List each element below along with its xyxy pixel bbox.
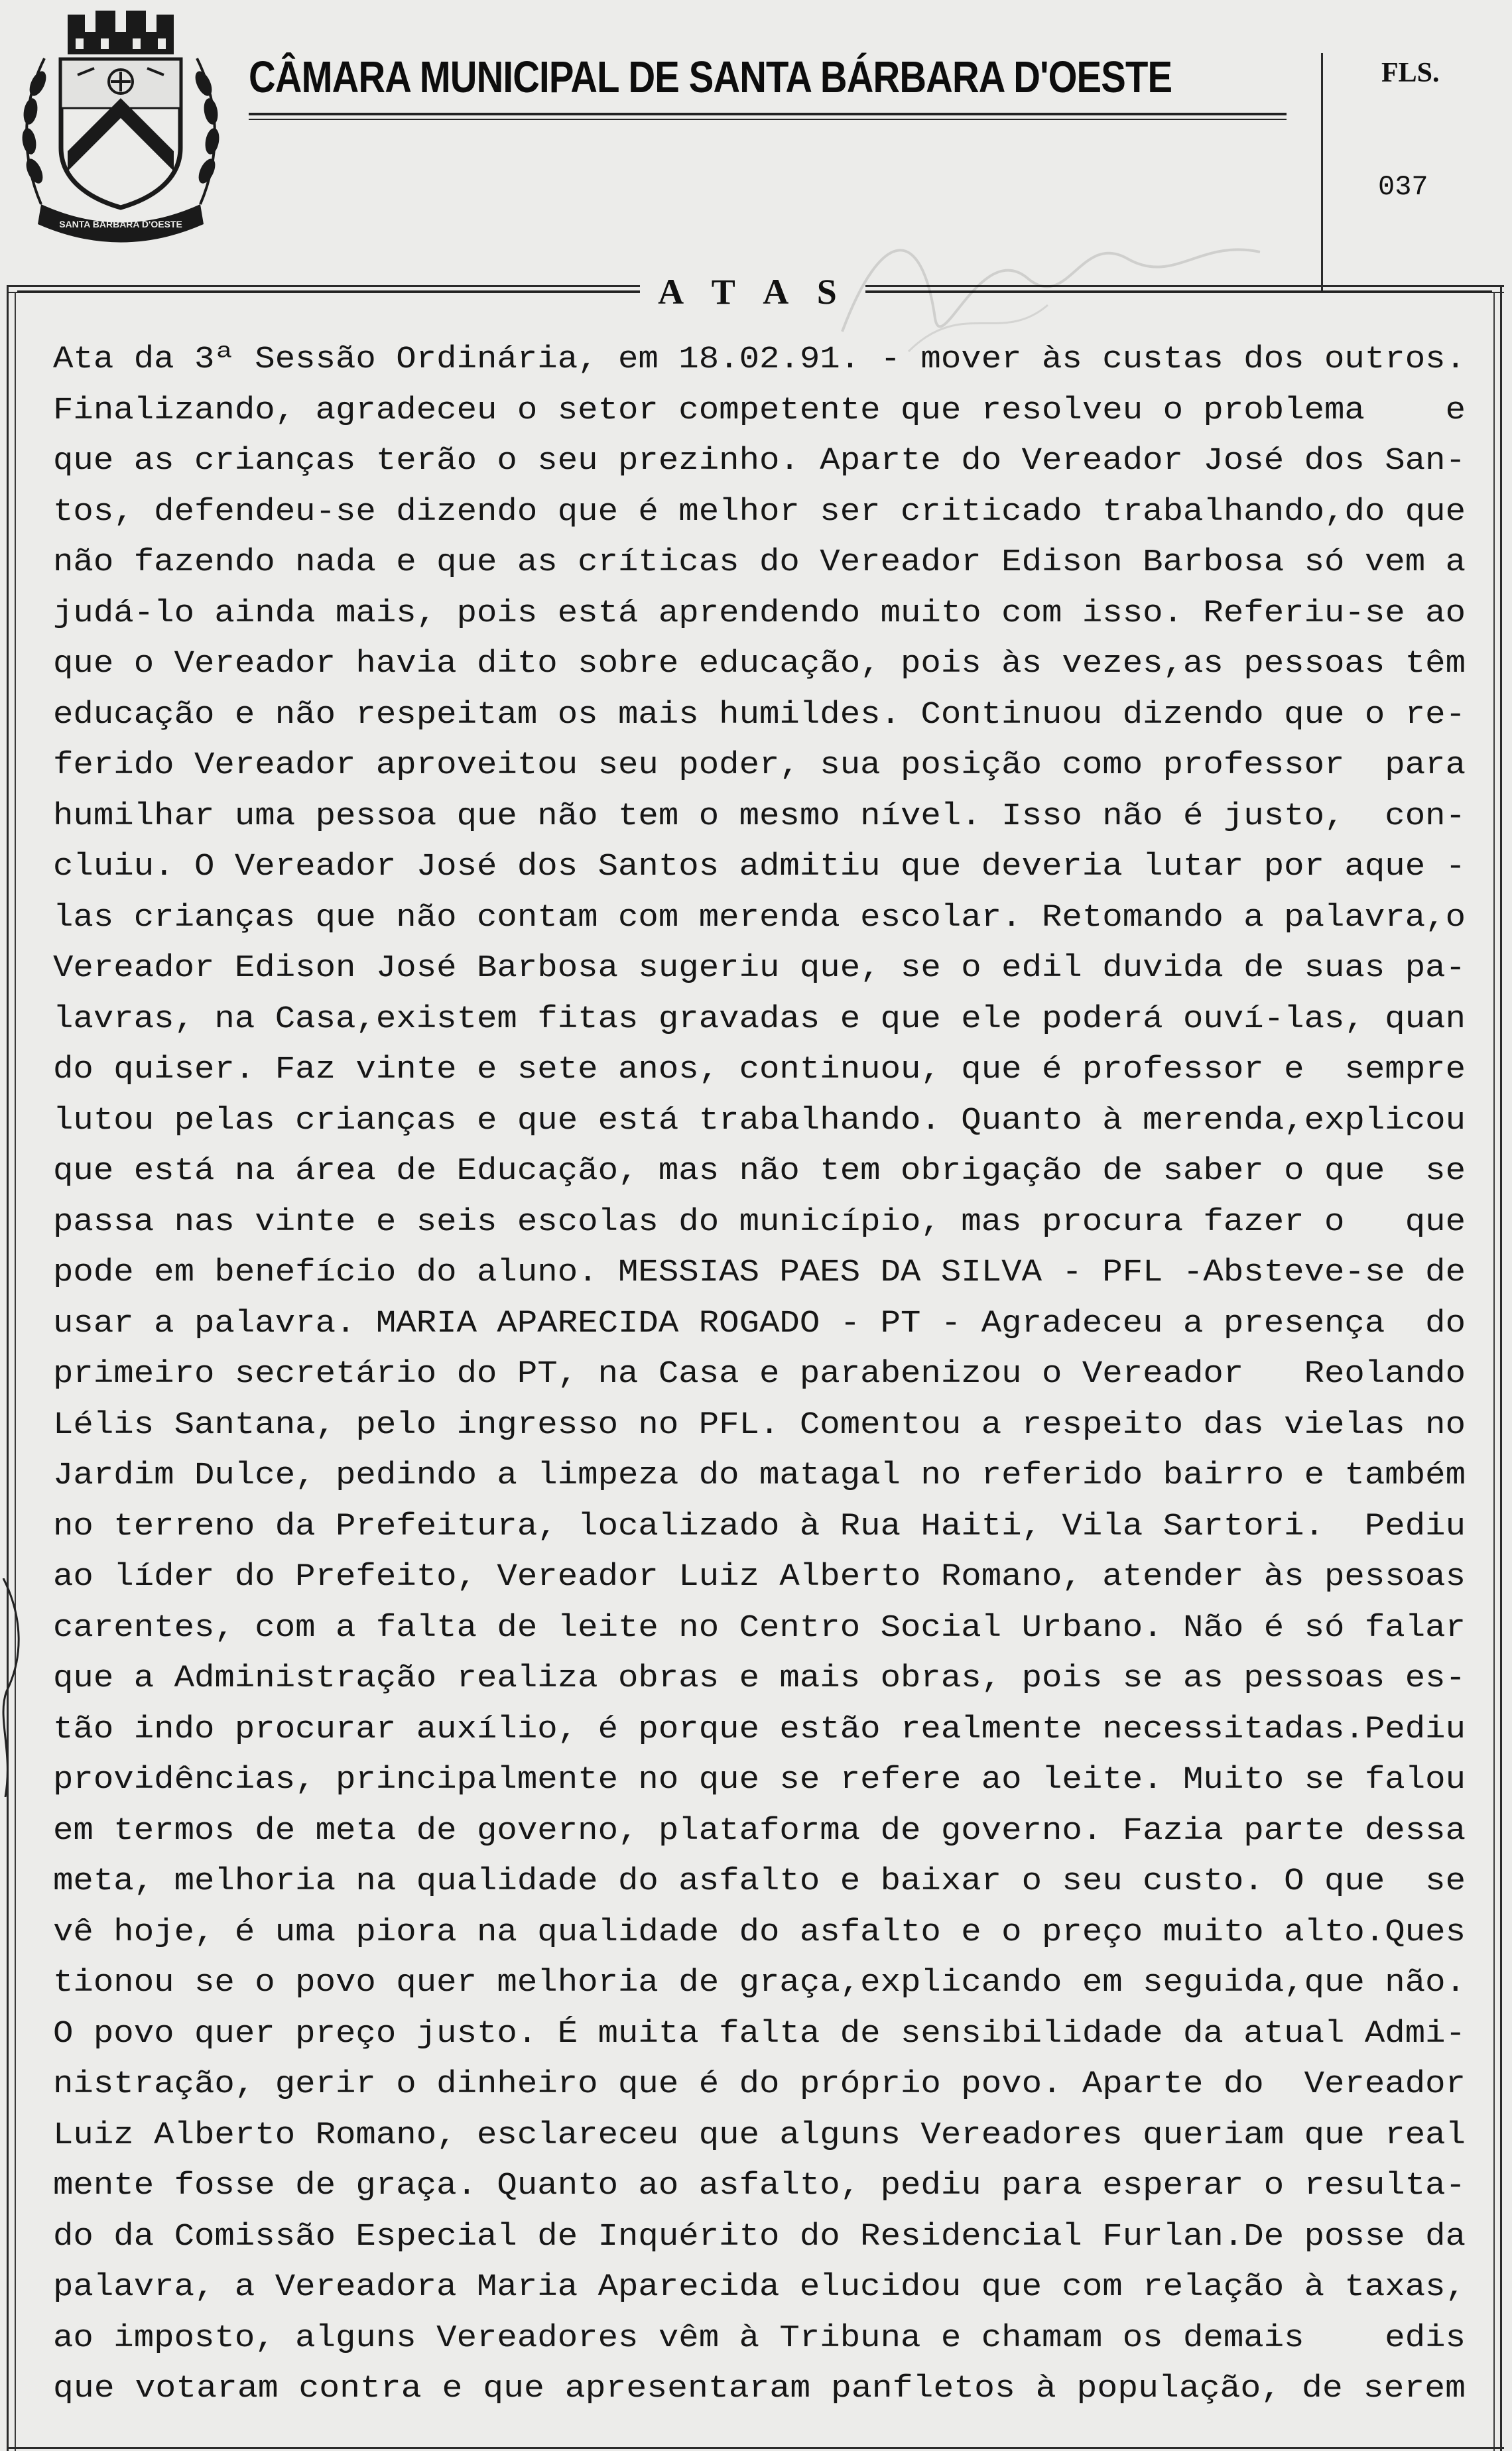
text-line: ao imposto, alguns Vereadores vêm à Tribuna e chamam os demais edis — [53, 2320, 1466, 2356]
text-line: que a Administração realiza obras e mais obras, pois se as pessoas es- — [53, 1661, 1466, 1696]
text-line: Finalizando, agradeceu o setor competente que resolveu o problema e — [53, 393, 1466, 428]
text-line: não fazendo nada e que as críticas do Vereador Edison Barbosa só vem a — [53, 545, 1466, 580]
text-line: las crianças que não contam com merenda escolar. Retomando a palavra,o — [53, 900, 1466, 936]
atas-rule-left — [17, 290, 647, 292]
header-divider — [1321, 53, 1323, 292]
minutes-body-text — [53, 335, 1466, 2415]
folio-number: 037 — [1378, 171, 1428, 203]
text-line: carentes, com a falta de leite no Centro Social Urbano. Não é só falar — [53, 1610, 1466, 1646]
frame-right-border — [1500, 285, 1502, 2451]
text-line: Vereador Edison José Barbosa sugeriu que, se o edil duvida de suas pa- — [53, 951, 1466, 986]
text-line: cluiu. O Vereador José dos Santos admitiu que deveria lutar por aque - — [53, 849, 1466, 885]
frame-left-border — [7, 285, 9, 2451]
text-line: lutou pelas crianças e que está trabalhando. Quanto à merenda,explicou — [53, 1103, 1466, 1139]
title-rule-secondary — [249, 119, 1287, 120]
text-line: que as crianças terão o seu prezinho. Aparte do Vereador José dos San- — [53, 444, 1466, 479]
text-line: que o Vereador havia dito sobre educação, pois às vezes,as pessoas têm — [53, 647, 1466, 682]
text-line: no terreno da Prefeitura, localizado à Rua Haiti, Vila Sartori. Pediu — [53, 1509, 1466, 1544]
text-line: que está na área de Educação, mas não tem obrigação de saber o que se — [53, 1154, 1466, 1189]
text-line: ao líder do Prefeito, Vereador Luiz Alberto Romano, atender às pessoas — [53, 1560, 1466, 1595]
text-line: passa nas vinte e seis escolas do município, mas procura fazer o que — [53, 1204, 1466, 1240]
text-line: usar a palavra. MARIA APARECIDA ROGADO - PT - Agradeceu a presença do — [53, 1306, 1466, 1342]
page-title: CÂMARA MUNICIPAL DE SANTA BÁRBARA D'OESTE — [249, 52, 1172, 102]
text-line: tos, defendeu-se dizendo que é melhor ser criticado trabalhando,do que — [53, 494, 1466, 530]
text-line: do da Comissão Especial de Inquérito do Residencial Furlan.De posse da — [53, 2219, 1466, 2255]
text-line: providências, principalmente no que se refere ao leite. Muito se falou — [53, 1763, 1466, 1798]
municipal-crest-icon — [15, 5, 227, 244]
title-rule — [249, 113, 1287, 115]
text-line: educação e não respeitam os mais humildes. Continuou dizendo que o re- — [53, 697, 1466, 733]
frame-bottom-border — [7, 2447, 1504, 2449]
text-line: lavras, na Casa,existem fitas gravadas e que ele poderá ouví-las, quan — [53, 1001, 1466, 1037]
text-line: mente fosse de graça. Quanto ao asfalto, pediu para esperar o resulta- — [53, 2168, 1466, 2204]
text-line: pode em benefício do aluno. MESSIAS PAES DA SILVA - PFL -Absteve-se de — [53, 1255, 1466, 1290]
text-line: primeiro secretário do PT, na Casa e parabenizou o Vereador Reolando — [53, 1357, 1466, 1392]
text-line: meta, melhoria na qualidade do asfalto e baixar o seu custo. O que se — [53, 1864, 1466, 1899]
frame-left-inner-border — [15, 292, 16, 2451]
svg-text:SANTA BARBARA D'OESTE: SANTA BARBARA D'OESTE — [59, 219, 182, 229]
text-line: Ata da 3ª Sessão Ordinária, em 18.02.91. - mover às custas dos outros. — [53, 342, 1466, 377]
margin-curve-mark — [0, 1578, 27, 1797]
text-line: judá-lo ainda mais, pois está aprendendo muito com isso. Referiu-se ao — [53, 596, 1466, 631]
text-line: nistração, gerir o dinheiro que é do próprio povo. Aparte do Vereador — [53, 2067, 1466, 2102]
text-line: tão indo procurar auxílio, é porque estão realmente necessitadas.Pediu — [53, 1712, 1466, 1747]
text-line: do quiser. Faz vinte e sete anos, continuou, que é professor e sempre — [53, 1052, 1466, 1088]
text-line: ferido Vereador aproveitou seu poder, sua posição como professor para — [53, 748, 1466, 783]
frame-right-inner-border — [1493, 292, 1495, 2451]
text-line: O povo quer preço justo. É muita falta de sensibilidade da atual Admi- — [53, 2016, 1466, 2052]
text-line: em termos de meta de governo, plataforma de governo. Fazia parte dessa — [53, 1813, 1466, 1849]
text-line: Luiz Alberto Romano, esclareceu que alguns Vereadores queriam que real — [53, 2117, 1466, 2153]
text-line: que votaram contra e que apresentaram panfletos à população, de serem — [53, 2371, 1466, 2407]
text-line: Lélis Santana, pelo ingresso no PFL. Comentou a respeito das vielas no — [53, 1407, 1466, 1443]
fls-label: FLS. — [1381, 58, 1440, 88]
text-line: vê hoje, é uma piora na qualidade do asfalto e o preço muito alto.Ques — [53, 1915, 1466, 1950]
text-line: tionou se o povo quer melhoria de graça,explicando em seguida,que não. — [53, 1966, 1466, 2001]
text-line: palavra, a Vereadora Maria Aparecida elucidou que com relação à taxas, — [53, 2270, 1466, 2305]
text-line: humilhar uma pessoa que não tem o mesmo nível. Isso não é justo, con- — [53, 798, 1466, 834]
section-title: A T A S — [658, 272, 848, 312]
text-line: Jardim Dulce, pedindo a limpeza do matagal no referido bairro e também — [53, 1458, 1466, 1493]
